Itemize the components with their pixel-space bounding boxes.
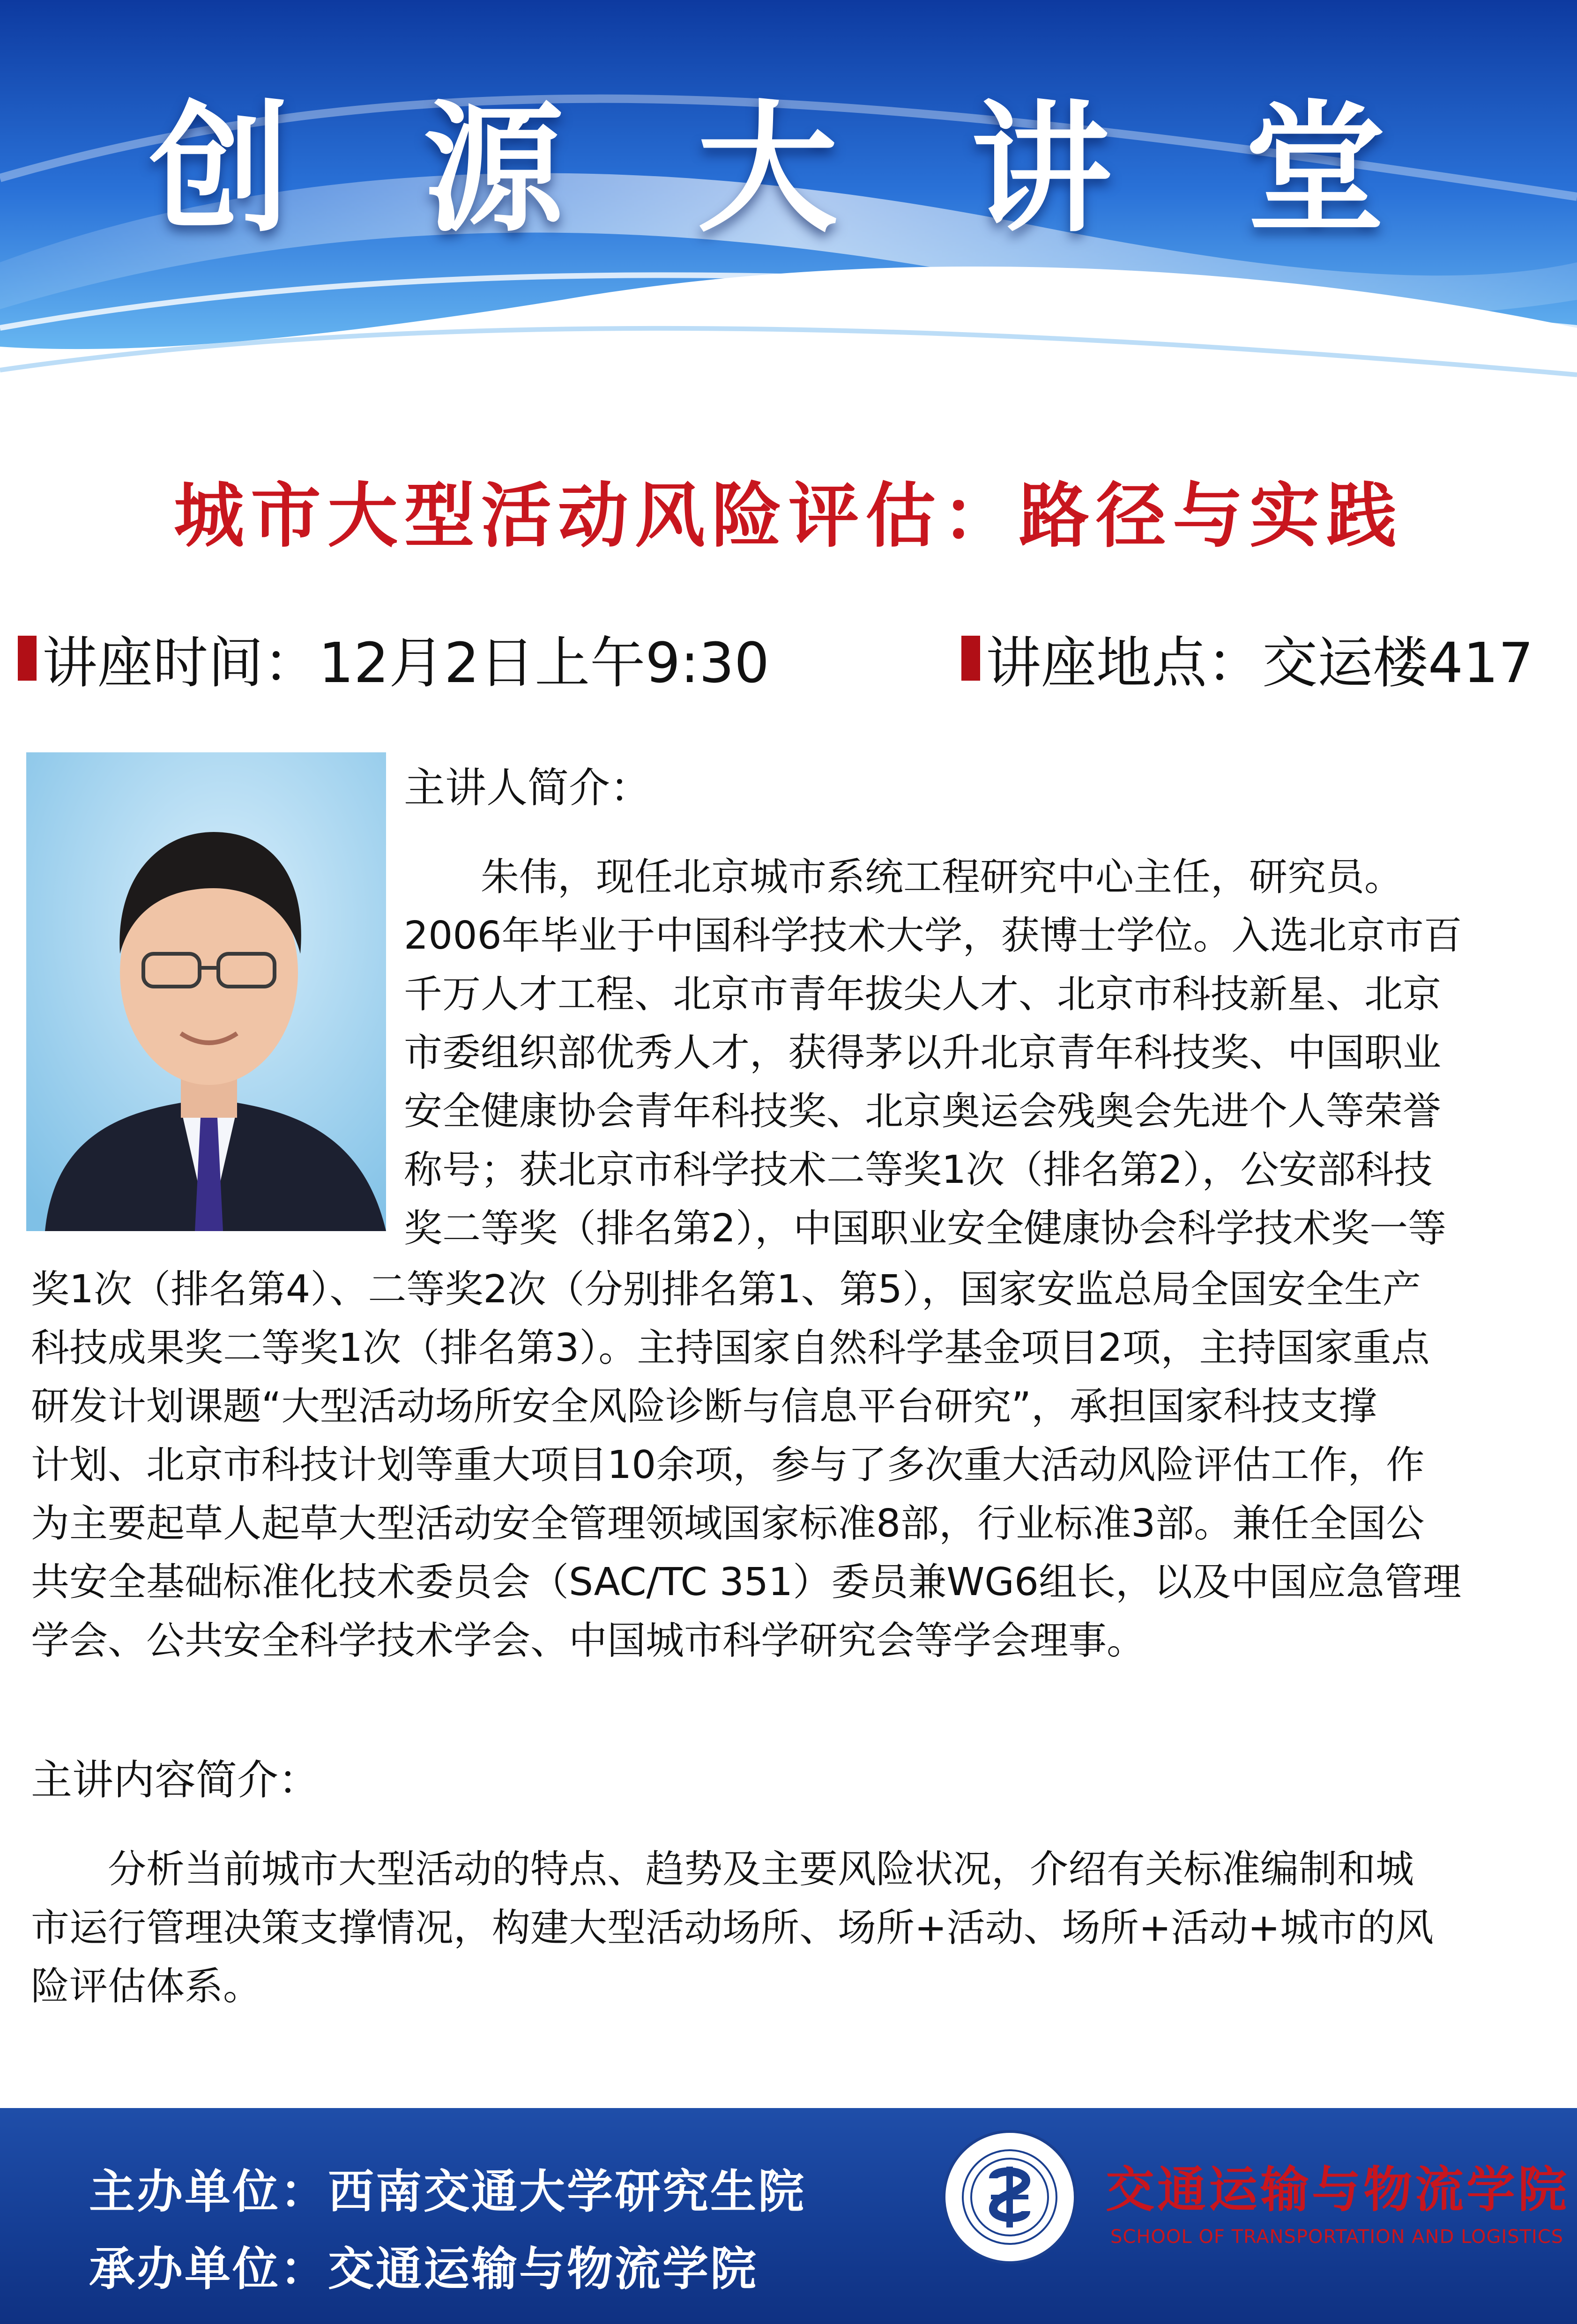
- bio-line: 市委组织部优秀人才，获得茅以升北京青年科技奖、中国职业: [404, 1031, 1442, 1075]
- red-marker-icon: [961, 636, 980, 681]
- content-line: 险评估体系。: [31, 1964, 262, 2009]
- bio-line: 计划、北京市科技计划等重大项目10余项，参与了多次重大活动风险评估工作，作: [31, 1443, 1425, 1487]
- bio-line: 科技成果奖二等奖1次（排名第3）。主持国家自然科学基金项目2项，主持国家重点: [31, 1326, 1430, 1370]
- content-line: 市运行管理决策支撑情况，构建大型活动场所、场所+活动、场所+活动+城市的风: [31, 1906, 1434, 1950]
- lecture-place-text: 讲座地点：交运楼417: [986, 631, 1534, 695]
- bio-line: 研发计划课题“大型活动场所安全风险诊断与信息平台研究”，承担国家科技支撑: [31, 1384, 1377, 1429]
- bio-line: 安全健康协会青年科技奖、北京奥运会残奥会先进个人等荣誉: [404, 1089, 1442, 1134]
- bio-line: 称号；获北京市科学技术二等奖1次（排名第2），公安部科技: [404, 1148, 1433, 1192]
- speaker-heading: 主讲人简介：: [404, 764, 652, 812]
- lecture-time-text: 讲座时间：12月2日上午9:30: [42, 631, 770, 695]
- bio-line: 2006年毕业于中国科学技术大学，获博士学位。入选北京市百: [404, 913, 1462, 958]
- host-organizer: 主办单位：西南交通大学研究生院: [89, 2165, 806, 2219]
- bio-line: 为主要起草人起草大型活动安全管理领域国家标准8部，行业标准3部。兼任全国公: [31, 1501, 1425, 1546]
- content-summary: [31, 1840, 1434, 2016]
- school-name-en: SCHOOL OF TRANSPORTATION AND LOGISTICS: [1110, 2226, 1564, 2248]
- lecture-place: [961, 623, 1533, 693]
- header-title: 创 源 大 讲 堂: [149, 86, 1428, 251]
- content-line: 分析当前城市大型活动的特点、趋势及主要风险状况，介绍有关标准编制和城: [31, 1847, 1414, 1892]
- co-organizer: 承办单位：交通运输与物流学院: [89, 2242, 759, 2296]
- bio-line: 千万人才工程、北京市青年拔尖人才、北京市科技新星、北京: [404, 972, 1442, 1017]
- lecture-title: 城市大型活动风险评估：路径与实践: [173, 475, 1403, 557]
- school-name-cn: 交通运输与物流学院: [1106, 2161, 1570, 2218]
- bio-line: 奖二等奖（排名第2），中国职业安全健康协会科学技术奖一等: [404, 1206, 1447, 1251]
- speaker-photo: [26, 752, 386, 1231]
- bio-line: 学会、公共安全科学技术学会、中国城市科学研究会等学会理事。: [31, 1619, 1146, 1663]
- bio-line: 朱伟，现任北京城市系统工程研究中心主任，研究员。: [404, 855, 1403, 899]
- bio-line: 共安全基础标准化技术委员会（SAC/TC 351）委员兼WG6组长，以及中国应急管理: [31, 1560, 1462, 1604]
- red-marker-icon: [18, 636, 37, 681]
- university-seal-icon: [942, 2129, 1078, 2265]
- speaker-bio-top: [404, 848, 1462, 1258]
- bio-line: 奖1次（排名第4）、二等奖2次（分别排名第1、第5），国家安监总局全国安全生产: [31, 1267, 1421, 1312]
- lecture-time: [18, 623, 769, 693]
- speaker-bio-bottom: [31, 1260, 1461, 1670]
- content-heading: 主讲内容简介：: [31, 1756, 320, 1804]
